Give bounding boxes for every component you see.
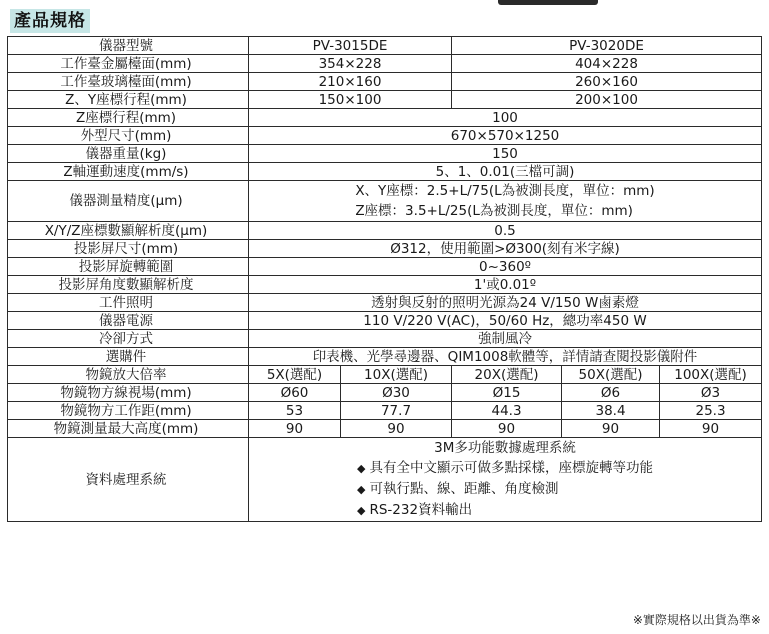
metal-table-b: 404×228 [452, 55, 762, 73]
row-metal-table [8, 55, 762, 73]
model-b: PV-3020DE [452, 37, 762, 55]
spec-table [7, 36, 762, 522]
model-a: PV-3015DE [249, 37, 452, 55]
row-z-travel [8, 109, 762, 127]
label-cooling: 冷卻方式 [8, 330, 249, 348]
metal-table-a: 354×228 [249, 55, 452, 73]
label-angle-resolution: 投影屏角度數顯解析度 [8, 276, 249, 294]
footnote: ※實際規格以出貨為準※ [632, 613, 761, 627]
wd-50x: 38.4 [562, 402, 660, 420]
wd-10x: 77.7 [341, 402, 452, 420]
label-metal-table: 工作臺金屬檯面(mm) [8, 55, 249, 73]
product-image-edge [498, 0, 598, 5]
label-resolution: X/Y/Z座標數顯解析度(μm) [8, 222, 249, 240]
label-dimensions: 外型尺寸(mm) [8, 127, 249, 145]
row-cooling [8, 330, 762, 348]
row-illumination [8, 294, 762, 312]
z-travel-value: 100 [249, 109, 762, 127]
height-10x: 90 [341, 420, 452, 438]
height-5x: 90 [249, 420, 341, 438]
height-100x: 90 [660, 420, 762, 438]
accuracy-xy: X、Y座標：2.5+L/75(L為被測長度，單位：mm) [355, 183, 655, 199]
row-glass-table [8, 73, 762, 91]
section-heading: 產品規格 [10, 9, 90, 33]
row-magnification [8, 366, 762, 384]
diamond-bullet-icon: ◆ [357, 504, 366, 517]
xy-travel-b: 200×100 [452, 91, 762, 109]
height-50x: 90 [562, 420, 660, 438]
row-power [8, 312, 762, 330]
label-screen-rotation: 投影屏旋轉範圍 [8, 258, 249, 276]
fov-20x: Ø15 [452, 384, 562, 402]
row-dimensions [8, 127, 762, 145]
label-glass-table: 工作臺玻璃檯面(mm) [8, 73, 249, 91]
label-data-system: 資料處理系統 [8, 438, 249, 522]
magnification-10x: 10X(選配) [341, 366, 452, 384]
fov-10x: Ø30 [341, 384, 452, 402]
row-working-distance [8, 402, 762, 420]
label-xy-travel: Z、Y座標行程(mm) [8, 91, 249, 109]
dimensions-value: 670×570×1250 [249, 127, 762, 145]
label-screen-size: 投影屏尺寸(mm) [8, 240, 249, 258]
angle-resolution-value: 1'或0.01º [249, 276, 762, 294]
row-max-height [8, 420, 762, 438]
weight-value: 150 [249, 145, 762, 163]
label-illumination: 工件照明 [8, 294, 249, 312]
row-screen-rotation [8, 258, 762, 276]
label-weight: 儀器重量(kg) [8, 145, 249, 163]
feature-item: ◆ 可執行點、線、距離、角度檢測 [357, 481, 559, 497]
data-system-title: 3M多功能數據處理系統 [434, 440, 576, 456]
row-z-speed [8, 163, 762, 181]
row-weight [8, 145, 762, 163]
row-field-of-view [8, 384, 762, 402]
cooling-value: 強制風冷 [249, 330, 762, 348]
row-options [8, 348, 762, 366]
magnification-100x: 100X(選配) [660, 366, 762, 384]
fov-50x: Ø6 [562, 384, 660, 402]
fov-5x: Ø60 [249, 384, 341, 402]
row-xy-travel [8, 91, 762, 109]
resolution-value: 0.5 [249, 222, 762, 240]
feature-item: ◆ RS-232資料輸出 [357, 502, 473, 518]
label-power: 儀器電源 [8, 312, 249, 330]
glass-table-a: 210×160 [249, 73, 452, 91]
screen-size-value: Ø312，使用範圍>Ø300(刻有米字線) [249, 240, 762, 258]
label-model: 儀器型號 [8, 37, 249, 55]
label-options: 選購件 [8, 348, 249, 366]
row-resolution [8, 222, 762, 240]
glass-table-b: 260×160 [452, 73, 762, 91]
options-value: 印表機、光學尋邊器、QIM1008軟體等，詳情請查閱投影儀附件 [249, 348, 762, 366]
label-z-speed: Z軸運動速度(mm/s) [8, 163, 249, 181]
label-accuracy: 儀器測量精度(μm) [8, 181, 249, 222]
wd-5x: 53 [249, 402, 341, 420]
xy-travel-a: 150×100 [249, 91, 452, 109]
wd-20x: 44.3 [452, 402, 562, 420]
diamond-bullet-icon: ◆ [357, 462, 366, 475]
label-field-of-view: 物鏡物方線視場(mm) [8, 384, 249, 402]
row-angle-resolution [8, 276, 762, 294]
screen-rotation-value: 0~360º [249, 258, 762, 276]
label-magnification: 物鏡放大倍率 [8, 366, 249, 384]
data-system-value [249, 438, 762, 522]
row-screen-size [8, 240, 762, 258]
feature-item: ◆ 具有全中文顯示可做多點採樣，座標旋轉等功能 [357, 460, 653, 476]
label-working-distance: 物鏡物方工作距(mm) [8, 402, 249, 420]
label-max-height: 物鏡測量最大高度(mm) [8, 420, 249, 438]
illumination-value: 透射與反射的照明光源為24 V/150 W鹵素燈 [249, 294, 762, 312]
height-20x: 90 [452, 420, 562, 438]
magnification-20x: 20X(選配) [452, 366, 562, 384]
accuracy-z: Z座標：3.5+L/25(L為被測長度，單位：mm) [355, 203, 633, 219]
magnification-5x: 5X(選配) [249, 366, 341, 384]
diamond-bullet-icon: ◆ [357, 483, 366, 496]
label-z-travel: Z座標行程(mm) [8, 109, 249, 127]
row-accuracy [8, 181, 762, 222]
power-value: 110 V/220 V(AC)，50/60 Hz，總功率450 W [249, 312, 762, 330]
accuracy-value [249, 181, 762, 222]
wd-100x: 25.3 [660, 402, 762, 420]
magnification-50x: 50X(選配) [562, 366, 660, 384]
z-speed-value: 5、1、0.01(三檔可調) [249, 163, 762, 181]
fov-100x: Ø3 [660, 384, 762, 402]
row-data-system [8, 438, 762, 522]
row-model [8, 37, 762, 55]
